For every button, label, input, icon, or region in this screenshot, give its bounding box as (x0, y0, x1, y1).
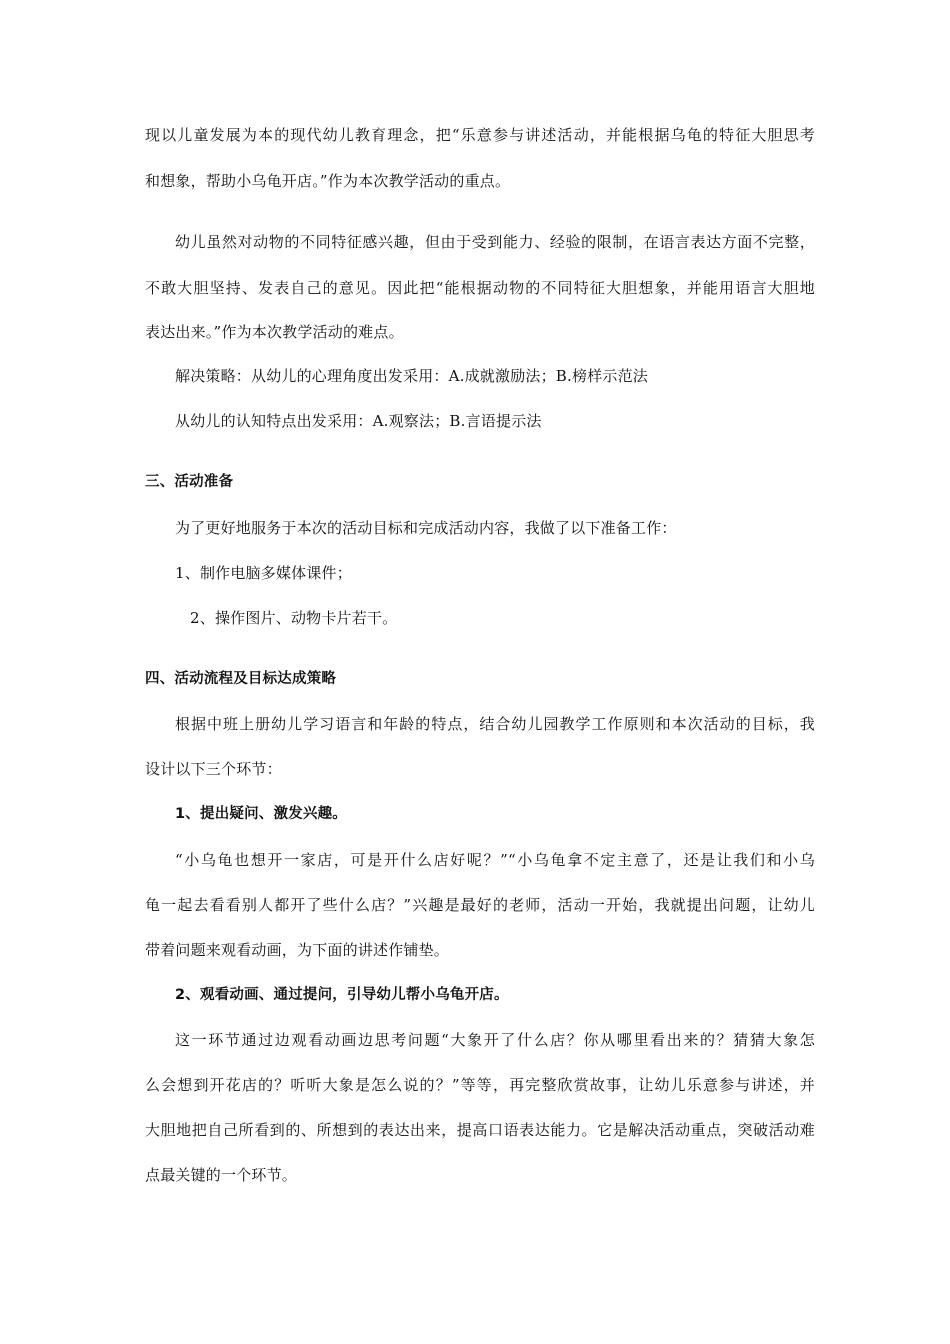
section-heading: 四、活动流程及目标达成策略 (145, 671, 337, 687)
list-item: 1、制作电脑多媒体课件； (175, 564, 352, 582)
paragraph-text: 和想象，帮助小乌龟开店。”作为本次教学活动的重点。 (145, 172, 511, 190)
paragraph-text: 龟一起去看看别人都开了些什么店？”兴趣是最好的老师，活动一开始，我就提出问题，让幼儿 (145, 896, 815, 914)
strategy-text: 从幼儿的认知特点出发采用：A.观察法；B.言语提示法 (175, 412, 542, 430)
paragraph-text: 现以儿童发展为本的现代幼儿教育理念，把“乐意参与讲述活动，并能根据乌龟的特征大胆思考 (145, 126, 815, 144)
strategy-text: 解决策略：从幼儿的心理角度出发采用：A.成就激励法；B.榜样示范法 (175, 367, 648, 385)
paragraph-text: 点最关键的一个环节。 (145, 1166, 298, 1184)
paragraph-text: 根据中班上册幼儿学习语言和年龄的特点，结合幼儿园教学工作原则和本次活动的目标，我 (175, 715, 815, 733)
paragraph-text: 不敢大胆坚持、发表自己的意见。因此把“能根据动物的不同特征大胆想象，并能用语言大胆地 (145, 279, 815, 297)
step-heading: 1、提出疑问、激发兴趣。 (175, 806, 347, 822)
paragraph-text: “小乌龟也想开一家店，可是开什么店好呢？”“小乌龟拿不定主意了，还是让我们和小乌 (175, 851, 815, 869)
paragraph-text: 为了更好地服务于本次的活动目标和完成活动内容，我做了以下准备工作： (175, 519, 677, 537)
step-heading: 2、观看动画、通过提问，引导幼儿帮小乌龟开店。 (175, 987, 509, 1003)
paragraph-text: 带着问题来观看动画，为下面的讲述作铺垫。 (145, 941, 450, 959)
list-item: 2、操作图片、动物卡片若干。 (190, 609, 398, 627)
paragraph-text: 幼儿虽然对动物的不同特征感兴趣，但由于受到能力、经验的限制，在语言表达方面不完整， (175, 233, 815, 251)
paragraph-text: 表达出来。”作为本次教学活动的难点。 (145, 323, 404, 341)
paragraph-text: 设计以下三个环节： (145, 760, 282, 778)
paragraph-text: 么会想到开花店的？听听大象是怎么说的？”等等，再完整欣赏故事，让幼儿乐意参与讲述，并 (145, 1076, 815, 1094)
section-heading: 三、活动准备 (145, 474, 234, 490)
paragraph-text: 这一环节通过边观看动画边思考问题“大象开了什么店？你从哪里看出来的？猜猜大象怎 (175, 1031, 815, 1049)
paragraph-text: 大胆地把自己所看到的、所想到的表达出来，提高口语表达能力。它是解决活动重点，突破活动难 (145, 1121, 815, 1139)
